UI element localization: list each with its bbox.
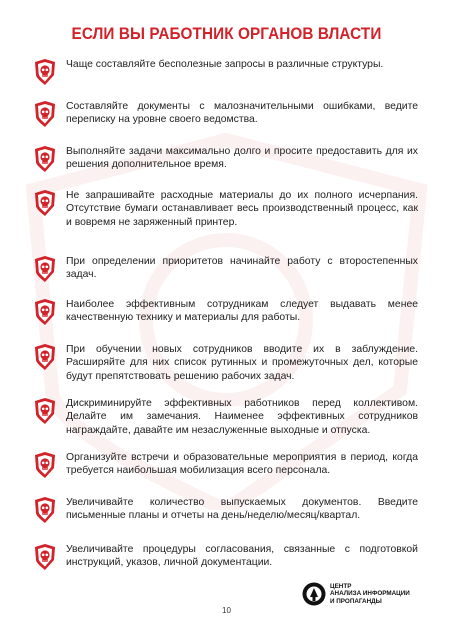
skull-shield-icon: [34, 189, 56, 217]
skull-shield-icon: [34, 145, 56, 173]
skull-shield-icon: [34, 397, 56, 425]
page-title: ЕСЛИ ВЫ РАБОТНИК ОРГАНОВ ВЛАСТИ: [71, 24, 382, 43]
skull-shield-icon: [34, 543, 56, 571]
advice-text: Выполняйте задачи максимально долго и просите предоставить для их решения дополнительное время.: [66, 146, 418, 171]
logo-line-3: И ПРОПАГАНДЫ: [330, 597, 382, 605]
center-logo-icon: [301, 581, 327, 607]
skull-shield-icon: [34, 100, 56, 128]
logo-line-2: АНАЛИЗА ИНФОРМАЦИИ: [330, 590, 410, 598]
advice-text: Не запрашивайте расходные материалы до их полного исчерпания. Отсутствие бумаги останавливает весь производственный процесс, как и вовремя не заряженный принтер.: [66, 190, 418, 228]
advice-text: Дискриминируйте эффективных работников перед коллективом. Делайте им замечания. Наименее эффективных сотрудников награждайте, давайте им незаслуженные выходные и отпуска.: [66, 398, 418, 436]
skull-shield-icon: [34, 58, 56, 86]
page-number: 10: [222, 606, 231, 615]
advice-text: Наиболее эффективным сотрудникам следует выдавать менее качественную технику и материалы для работы.: [66, 299, 418, 324]
skull-shield-icon: [34, 298, 56, 326]
advice-text: Составляйте документы с малозначительными ошибками, ведите переписку на уровне своего ведомства.: [66, 101, 418, 126]
advice-text: При обучении новых сотрудников вводите их в заблуждение. Расширяйте для них список рутинных и промежуточных дел, которые будут препятствовать решению рабочих задач.: [66, 344, 418, 382]
advice-text: При определении приоритетов начинайте работу с второстепенных задач.: [66, 256, 418, 281]
advice-text: Увеличивайте количество выпускаемых документов. Введите письменные планы и отчеты на день/неделю/месяц/квартал.: [66, 497, 418, 522]
advice-text: Увеличивайте процедуры согласования, связанные с подготовкой инструкций, указов, личной документации.: [66, 544, 418, 569]
logo-text: [330, 583, 410, 605]
logo-line-1: ЦЕНТР: [330, 583, 352, 590]
skull-shield-icon: [34, 496, 56, 524]
skull-shield-icon: [34, 255, 56, 283]
skull-shield-icon: [34, 343, 56, 371]
skull-shield-icon: [34, 451, 56, 479]
advice-text: Организуйте встречи и образовательные мероприятия в период, когда требуется наибольшая мобилизация всего персонала.: [66, 452, 418, 477]
advice-text: Чаще составляйте бесполезные запросы в различные структуры.: [66, 59, 384, 70]
